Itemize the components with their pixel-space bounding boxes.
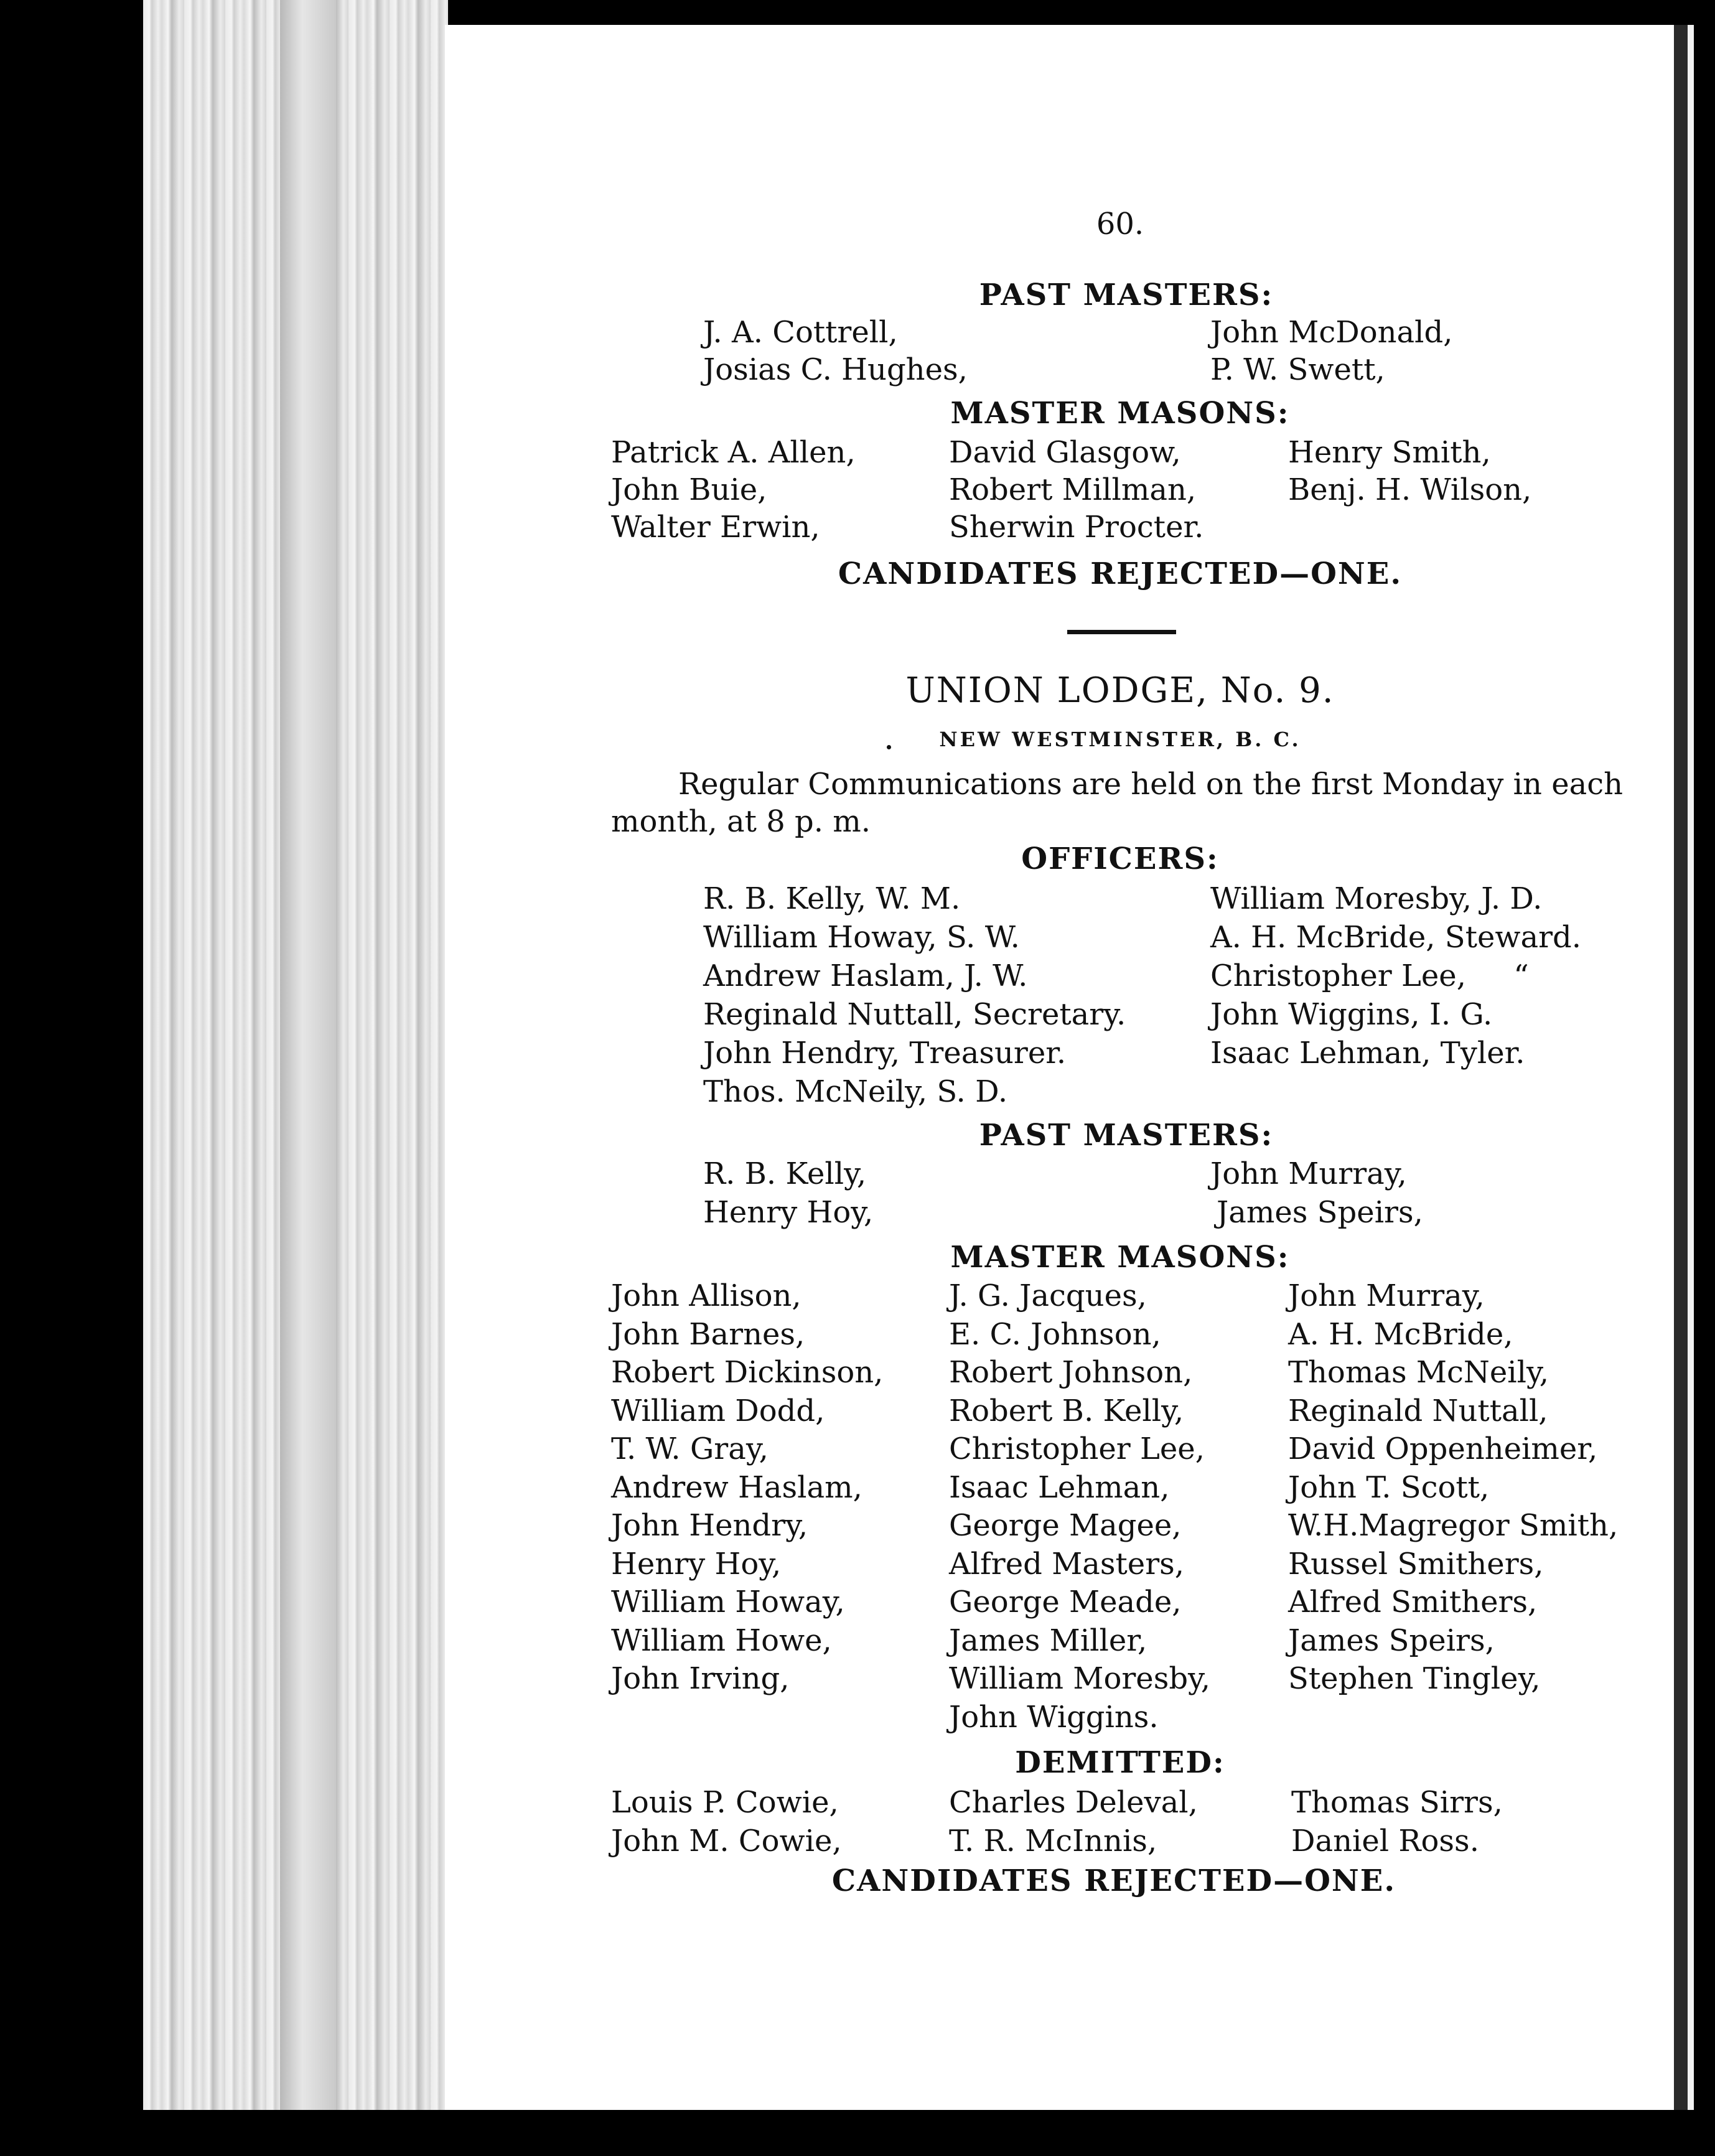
master-mason: John Wiggins.: [949, 1700, 1159, 1735]
master-mason: William Howe,: [611, 1623, 832, 1658]
officer: Andrew Haslam, J. W.: [703, 958, 1028, 993]
demitted-heading: DEMITTED:: [1015, 1745, 1225, 1780]
master-mason: Thomas McNeily,: [1288, 1355, 1549, 1390]
past-master: Henry Hoy,: [703, 1195, 874, 1230]
master-mason: Patrick A. Allen,: [611, 435, 856, 470]
officer: Christopher Lee, “: [1210, 958, 1529, 993]
demitted-member: Thomas Sirrs,: [1291, 1785, 1503, 1820]
past-master: R. B. Kelly,: [703, 1156, 867, 1191]
master-mason: E. C. Johnson,: [949, 1317, 1161, 1352]
past-master: John Murray,: [1210, 1156, 1407, 1191]
stray-dot: [887, 745, 891, 749]
master-mason: Henry Smith,: [1288, 435, 1491, 470]
book-page-edges: [143, 0, 448, 2110]
past-master: James Speirs,: [1217, 1195, 1423, 1230]
officer: Isaac Lehman, Tyler.: [1210, 1036, 1525, 1071]
master-mason: Walter Erwin,: [611, 510, 820, 545]
past-masters-heading-1: PAST MASTERS:: [979, 278, 1274, 312]
master-mason: John Barnes,: [611, 1317, 805, 1352]
lodge-location: NEW WESTMINSTER, B. C.: [939, 728, 1301, 751]
master-mason: T. W. Gray,: [611, 1432, 769, 1466]
master-mason: Robert Dickinson,: [611, 1355, 884, 1390]
master-mason: William Howay,: [611, 1585, 845, 1619]
page-right-strip: [1688, 25, 1694, 2110]
officers-heading: OFFICERS:: [1021, 841, 1219, 876]
master-mason: Reginald Nuttall,: [1288, 1394, 1548, 1428]
page-right-edge: [1674, 25, 1688, 2110]
master-mason: W.H.Magregor Smith,: [1288, 1508, 1619, 1543]
lodge-title: UNION LODGE, No. 9.: [905, 670, 1335, 711]
page-number: 60.: [1096, 207, 1144, 241]
past-master: P. W. Swett,: [1210, 352, 1385, 387]
master-mason: John Hendry,: [611, 1508, 808, 1543]
master-mason: Robert B. Kelly,: [949, 1394, 1184, 1428]
master-mason: Robert Millman,: [949, 472, 1197, 507]
master-mason: A. H. McBride,: [1288, 1317, 1513, 1352]
past-master: Josias C. Hughes,: [703, 352, 968, 387]
past-masters-heading-2: PAST MASTERS:: [979, 1118, 1274, 1153]
master-mason: Andrew Haslam,: [611, 1470, 862, 1505]
communications-line-1: Regular Communications are held on the first Monday in each: [678, 767, 1624, 802]
master-mason: William Dodd,: [611, 1394, 825, 1428]
master-mason: James Miller,: [949, 1623, 1147, 1658]
candidates-rejected-2: CANDIDATES REJECTED—ONE.: [831, 1863, 1396, 1898]
master-mason: David Oppenheimer,: [1288, 1432, 1598, 1466]
master-mason: James Speirs,: [1288, 1623, 1495, 1658]
section-divider: [1067, 630, 1176, 634]
master-mason: Alfred Smithers,: [1288, 1585, 1538, 1619]
master-mason: Benj. H. Wilson,: [1288, 472, 1532, 507]
officer: A. H. McBride, Steward.: [1210, 920, 1582, 955]
master-mason: Henry Hoy,: [611, 1547, 782, 1582]
master-mason: John Irving,: [611, 1661, 790, 1696]
master-mason: David Glasgow,: [949, 435, 1181, 470]
master-mason: Isaac Lehman,: [949, 1470, 1170, 1505]
master-mason: J. G. Jacques,: [949, 1278, 1147, 1313]
officer: Reginald Nuttall, Secretary.: [703, 997, 1126, 1032]
master-mason: Christopher Lee,: [949, 1432, 1205, 1466]
demitted-member: Charles Deleval,: [949, 1785, 1198, 1820]
demitted-member: John M. Cowie,: [611, 1824, 842, 1858]
candidates-rejected-1: CANDIDATES REJECTED—ONE.: [838, 556, 1403, 591]
master-mason: John Allison,: [611, 1278, 801, 1313]
master-mason: John T. Scott,: [1288, 1470, 1490, 1505]
officer: William Moresby, J. D.: [1210, 881, 1543, 916]
demitted-member: Daniel Ross.: [1291, 1824, 1479, 1858]
officer: John Wiggins, I. G.: [1210, 997, 1493, 1032]
master-masons-heading-2: MASTER MASONS:: [950, 1240, 1290, 1275]
master-mason: Sherwin Procter.: [949, 510, 1204, 545]
communications-line-2: month, at 8 p. m.: [611, 804, 871, 839]
master-masons-heading-1: MASTER MASONS:: [950, 396, 1290, 431]
past-master: J. A. Cottrell,: [703, 315, 898, 350]
master-mason: John Murray,: [1288, 1278, 1485, 1313]
demitted-member: Louis P. Cowie,: [611, 1785, 839, 1820]
master-mason: George Magee,: [949, 1508, 1182, 1543]
master-mason: George Meade,: [949, 1585, 1182, 1619]
officer: R. B. Kelly, W. M.: [703, 881, 961, 916]
officer: William Howay, S. W.: [703, 920, 1020, 955]
master-mason: Russel Smithers,: [1288, 1547, 1544, 1582]
master-mason: Alfred Masters,: [949, 1547, 1185, 1582]
officer: John Hendry, Treasurer.: [703, 1036, 1067, 1071]
master-mason: William Moresby,: [949, 1661, 1211, 1696]
officer: Thos. McNeily, S. D.: [703, 1074, 1008, 1109]
demitted-member: T. R. McInnis,: [949, 1824, 1157, 1858]
master-mason: John Buie,: [611, 472, 767, 507]
past-master: John McDonald,: [1210, 315, 1453, 350]
master-mason: Stephen Tingley,: [1288, 1661, 1541, 1696]
master-mason: Robert Johnson,: [949, 1355, 1193, 1390]
